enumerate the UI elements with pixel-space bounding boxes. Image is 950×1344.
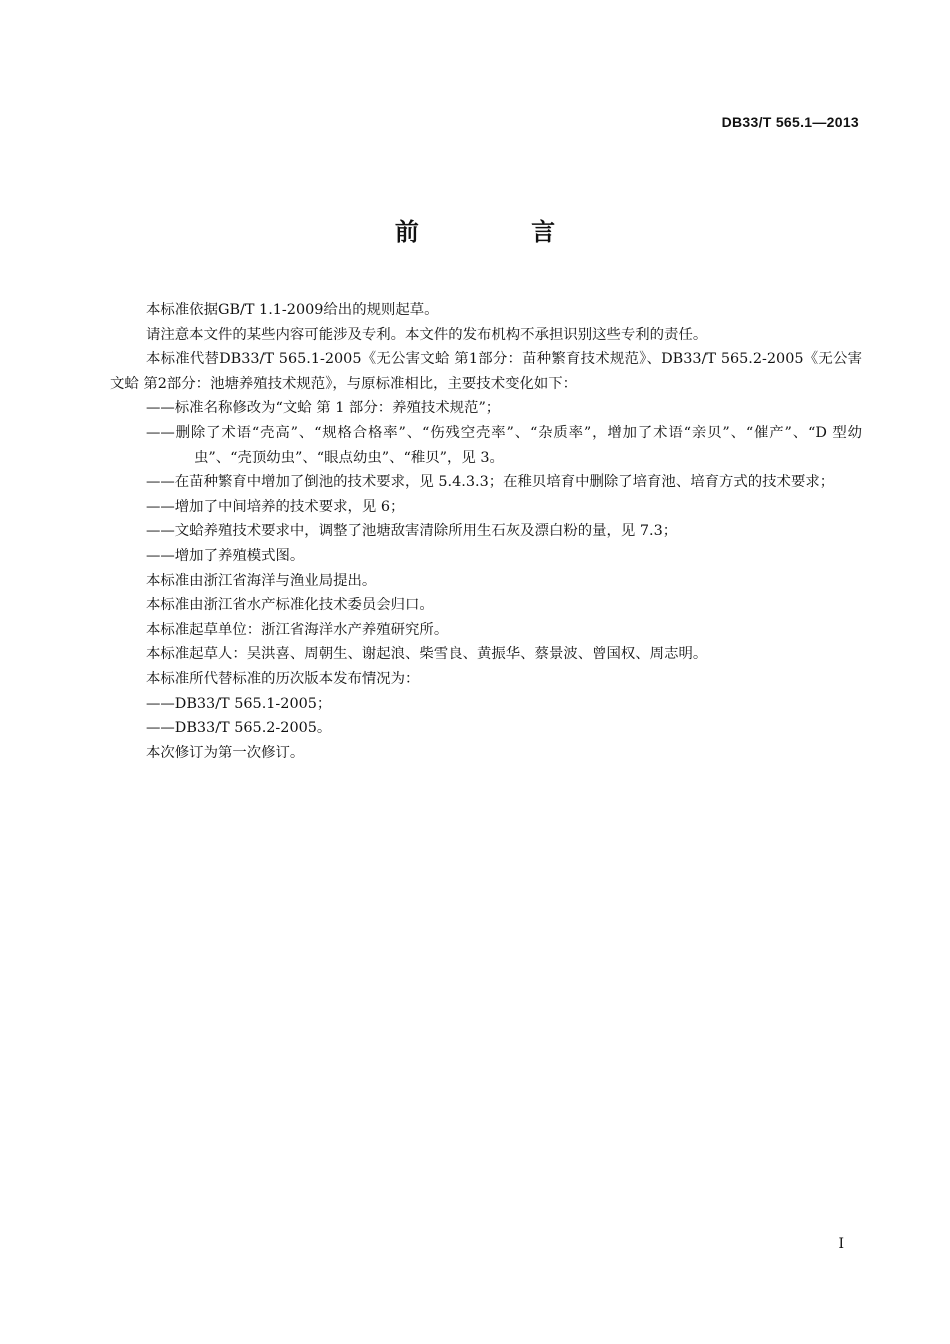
change-item: ——增加了养殖模式图。: [146, 547, 305, 564]
change-item: ——文蛤养殖技术要求中，调整了池塘敌害清除所用生石灰及漂白粉的量，见 7.3；: [146, 523, 678, 540]
paragraph-committee: 本标准由浙江省水产标准化技术委员会归口。: [146, 597, 434, 614]
change-item: ——增加了中间培养的技术要求，见 6；: [146, 498, 405, 515]
version-item: ——DB33/T 565.2-2005。: [146, 720, 332, 737]
version-item: ——DB33/T 565.1-2005；: [146, 695, 332, 712]
page-number: I: [838, 1236, 844, 1252]
change-item: ——在苗种繁育中增加了倒池的技术要求，见 5.4.3.3；在稚贝培育中删除了培育池、培育方式的技术要求；: [146, 474, 835, 491]
paragraph-revision: 本次修订为第一次修订。: [146, 744, 305, 761]
standard-code: DB33/T 565.1—2013: [721, 114, 859, 130]
paragraph-patent-notice: 请注意本文件的某些内容可能涉及专利。本文件的发布机构不承担识别这些专利的责任。: [146, 326, 708, 343]
change-item: ——标准名称修改为“文蛤 第 1 部分：养殖技术规范”；: [146, 400, 501, 417]
paragraph-drafters: 本标准起草人：吴洪喜、周朝生、谢起浪、柴雪良、黄振华、蔡景波、曾国权、周志明。: [146, 646, 708, 663]
paragraph-history: 本标准所代替标准的历次版本发布情况为：: [146, 670, 420, 687]
paragraph-drafting-unit: 本标准起草单位：浙江省海洋水产养殖研究所。: [146, 621, 449, 638]
foreword-body: [110, 298, 862, 765]
paragraph-replacement: 本标准代替DB33/T 565.1-2005《无公害文蛤 第1部分：苗种繁育技术规范》、DB33/T 565.2-2005《无公害文蛤 第2部分：池塘养殖技术规范》，与原标准相比，主要技术变化如下：: [110, 351, 862, 392]
paragraph-proposer: 本标准由浙江省海洋与渔业局提出。: [146, 572, 377, 589]
change-item: ——删除了术语“壳高”、“规格合格率”、“伤残空壳率”、“杂质率”，增加了术语“亲贝”、“催产”、“D 型幼虫”、“壳顶幼虫”、“眼点幼虫”、“稚贝”，见 3。: [146, 424, 862, 466]
paragraph-drafting-rules: 本标准依据GB/T 1.1-2009给出的规则起草。: [146, 302, 439, 318]
page-title: 前 言: [394, 218, 608, 246]
